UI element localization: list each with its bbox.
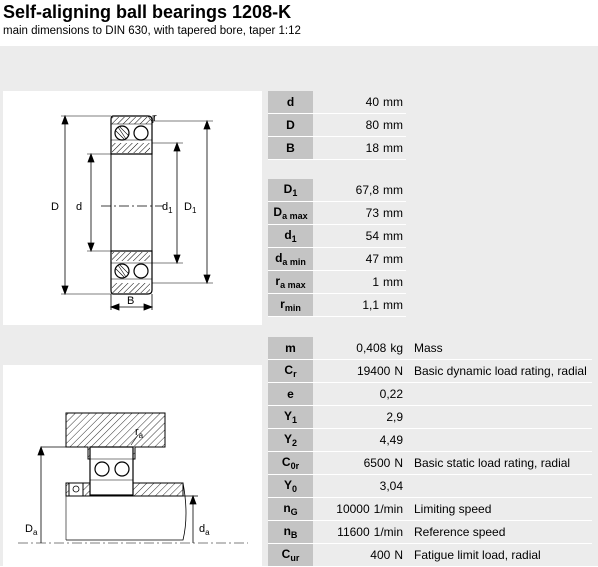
param-value — [313, 225, 406, 248]
table-row — [268, 137, 406, 160]
param-number: 400 — [370, 548, 391, 562]
upper-ring-section — [111, 116, 152, 154]
table-row — [268, 475, 592, 498]
label-d1: $d_1$ — [162, 201, 173, 215]
param-symbol — [268, 137, 313, 160]
properties-table — [268, 337, 592, 567]
param-value — [313, 360, 406, 383]
param-symbol-base: C — [281, 547, 291, 561]
label-D: D — [51, 201, 59, 213]
param-symbol-base: D — [273, 205, 283, 219]
param-value — [313, 294, 406, 317]
param-description: Basic static load rating, radial — [406, 452, 592, 475]
param-unit: mm — [383, 252, 403, 266]
param-number: 4,49 — [379, 433, 403, 447]
table-row — [268, 360, 592, 383]
param-value — [313, 429, 406, 452]
param-description: Basic dynamic load rating, radial — [406, 360, 592, 383]
param-unit: mm — [383, 229, 403, 243]
param-symbol — [268, 429, 313, 452]
param-symbol — [268, 383, 313, 406]
param-value — [313, 452, 406, 475]
param-value — [313, 475, 406, 498]
table-row — [268, 383, 592, 406]
label-D1: $D_1$ — [184, 201, 197, 215]
param-symbol-base: Y — [283, 478, 292, 492]
param-unit: 1/min — [373, 502, 403, 516]
param-number: 54 — [365, 229, 379, 243]
param-symbol-base: m — [285, 341, 296, 355]
param-number: 6500 — [363, 456, 391, 470]
param-unit: N — [394, 364, 403, 378]
page-subtitle: main dimensions to DIN 630, with tapered bore, taper 1:12 — [3, 25, 301, 37]
param-number: 18 — [365, 141, 379, 155]
param-number: 1,1 — [362, 298, 379, 312]
param-symbol-base: C — [281, 455, 291, 469]
param-symbol-base: d — [286, 95, 295, 109]
table-row — [268, 91, 406, 114]
param-symbol — [268, 521, 313, 544]
param-unit: mm — [383, 298, 403, 312]
param-value — [313, 271, 406, 294]
param-description — [406, 406, 592, 429]
param-unit: 1/min — [373, 525, 403, 539]
param-symbol-subscript: a max — [280, 280, 306, 290]
param-symbol-subscript: G — [290, 507, 298, 517]
param-symbol-subscript: r — [293, 369, 297, 379]
param-symbol — [268, 337, 313, 360]
param-symbol — [268, 475, 313, 498]
param-symbol — [268, 202, 313, 225]
param-symbol — [268, 406, 313, 429]
param-symbol-subscript: B — [290, 530, 298, 540]
param-symbol-base: r — [275, 274, 281, 288]
param-symbol-base: r — [280, 297, 285, 311]
param-unit: mm — [383, 141, 403, 155]
param-symbol-base: C — [284, 363, 294, 377]
param-description — [406, 475, 592, 498]
table-row — [268, 271, 406, 294]
page-title: Self-aligning ball bearings 1208-K — [3, 2, 292, 22]
param-value — [313, 383, 406, 406]
param-unit: mm — [383, 183, 403, 197]
param-symbol-base: e — [287, 387, 294, 401]
param-number: 47 — [365, 252, 379, 266]
param-number: 3,04 — [379, 479, 403, 493]
table-row — [268, 406, 592, 429]
param-symbol-subscript: ur — [290, 553, 300, 563]
param-symbol-base: D — [286, 118, 295, 132]
param-unit: kg — [390, 341, 403, 355]
param-symbol-subscript: 2 — [292, 438, 298, 448]
param-value — [313, 521, 406, 544]
mounting-drawing — [3, 365, 262, 566]
param-symbol — [268, 114, 313, 137]
param-value — [313, 248, 406, 271]
param-symbol-subscript: a max — [282, 211, 308, 221]
param-symbol-subscript: 1 — [292, 188, 298, 198]
table-row — [268, 179, 406, 202]
label-ra: $r_a$ — [135, 426, 144, 440]
param-symbol-base: Y — [283, 432, 292, 446]
param-symbol-subscript: 1 — [292, 415, 298, 425]
param-symbol — [268, 248, 313, 271]
label-r: r — [153, 112, 157, 124]
param-value — [313, 179, 406, 202]
param-number: 0,22 — [379, 387, 403, 401]
table-row — [268, 498, 592, 521]
param-symbol-subscript: min — [284, 303, 301, 313]
table-row — [268, 294, 406, 317]
param-symbol — [268, 544, 313, 567]
label-d: d — [76, 201, 83, 213]
param-symbol — [268, 225, 313, 248]
lower-ring-section — [111, 251, 152, 294]
param-description: Reference speed — [406, 521, 592, 544]
bearing-section-diagram — [3, 91, 262, 325]
param-value — [313, 406, 406, 429]
param-value — [313, 544, 406, 567]
param-symbol — [268, 179, 313, 202]
param-symbol-subscript: a min — [282, 257, 306, 267]
param-symbol-base: n — [283, 501, 291, 515]
param-description: Limiting speed — [406, 498, 592, 521]
param-description: Fatigue limit load, radial — [406, 544, 592, 567]
param-symbol — [268, 452, 313, 475]
param-number: 80 — [365, 118, 379, 132]
table-row — [268, 202, 406, 225]
param-number: 10000 — [336, 502, 370, 516]
table-row — [268, 248, 406, 271]
param-unit: mm — [383, 206, 403, 220]
param-unit: mm — [383, 95, 403, 109]
param-symbol-base: d — [275, 251, 283, 265]
param-number: 11600 — [337, 525, 370, 539]
param-description — [406, 383, 592, 406]
table-row — [268, 521, 592, 544]
param-value — [313, 114, 406, 137]
param-description: Mass — [406, 337, 592, 360]
param-symbol — [268, 271, 313, 294]
mounting-dimensions-diagram — [3, 365, 262, 566]
param-number: 73 — [365, 206, 379, 220]
param-value — [313, 91, 406, 114]
param-symbol-base: d — [284, 228, 292, 242]
param-value — [313, 498, 406, 521]
param-symbol-base: D — [283, 182, 293, 196]
detail-dimensions-table — [268, 179, 406, 317]
param-description — [406, 429, 592, 452]
param-number: 19400 — [356, 364, 391, 378]
param-value — [313, 137, 406, 160]
param-value — [313, 337, 406, 360]
param-number: 1 — [372, 275, 379, 289]
table-row — [268, 452, 592, 475]
param-unit: N — [394, 548, 403, 562]
table-row — [268, 225, 406, 248]
label-da: $d_a$ — [199, 523, 210, 537]
param-symbol-base: n — [283, 524, 291, 538]
param-number: 67,8 — [355, 183, 379, 197]
table-row — [268, 544, 592, 567]
param-unit: mm — [383, 275, 403, 289]
param-symbol-subscript: 0 — [292, 484, 298, 494]
param-unit: mm — [383, 118, 403, 132]
param-symbol — [268, 91, 313, 114]
param-symbol — [268, 360, 313, 383]
label-B: B — [127, 295, 135, 307]
param-symbol — [268, 294, 313, 317]
param-symbol-subscript: 1 — [291, 234, 297, 244]
param-unit: N — [394, 456, 403, 470]
bearing-section-drawing — [3, 91, 262, 325]
param-number: 40 — [365, 95, 379, 109]
param-symbol — [268, 498, 313, 521]
param-number: 0,408 — [356, 341, 387, 355]
table-row — [268, 114, 406, 137]
param-symbol-subscript: 0r — [290, 461, 300, 471]
param-value — [313, 202, 406, 225]
label-Da: $D_a$ — [25, 523, 38, 537]
param-symbol-base: B — [286, 141, 295, 155]
param-symbol-base: Y — [283, 409, 292, 423]
table-row — [268, 337, 592, 360]
table-row — [268, 429, 592, 452]
dimensions-table — [268, 91, 406, 160]
param-number: 2,9 — [386, 410, 403, 424]
